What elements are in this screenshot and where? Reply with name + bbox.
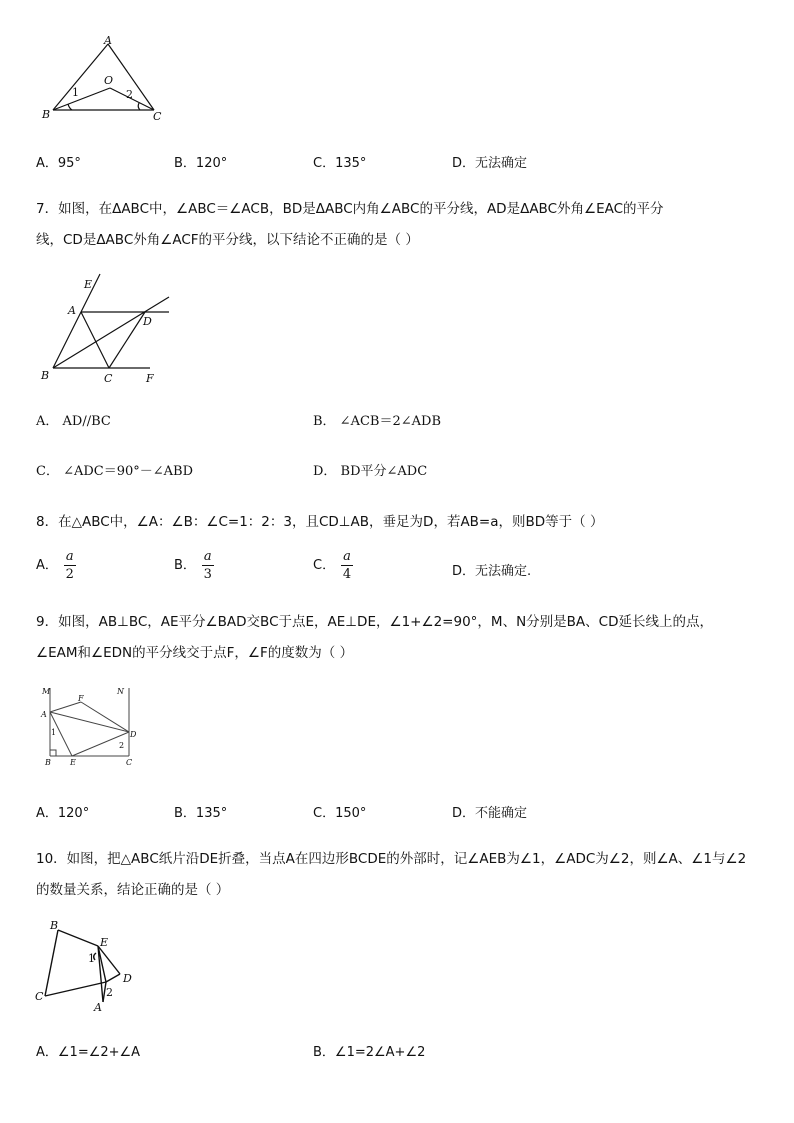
q10-label-c: C — [35, 990, 44, 1003]
q10-question-line1: 10．如图，把△ABC纸片沿DE折叠，当点A在四边形BCDE的外部时，记∠AEB为∠1，∠ADC为∠2，则∠A、∠1与∠2 — [36, 851, 747, 867]
q7-option-b[interactable]: B． ∠ACB＝2∠ADB — [313, 414, 441, 429]
q9-figure — [36, 684, 146, 770]
q10-label-1: 1 — [88, 952, 95, 965]
q7-label-e: E — [84, 278, 93, 291]
q7-question-line2: 线，CD是ΔABC外角∠ACF的平分线，以下结论不正确的是（ ） — [36, 232, 419, 248]
q6-option-a[interactable]: A．95° — [36, 156, 81, 171]
q6-label-b: B — [42, 108, 51, 121]
q7-option-c[interactable]: C． ∠ADC＝90°－∠ABD — [36, 464, 194, 479]
q6-label-2: 2 — [126, 88, 133, 101]
q8-option-b[interactable] — [174, 550, 214, 581]
q10-label-e: E — [100, 936, 109, 949]
q9-label-2: 2 — [119, 741, 125, 750]
q6-option-c[interactable]: C．135° — [313, 156, 367, 171]
q10-label-b: B — [50, 919, 59, 932]
q6-label-a: A — [104, 34, 112, 47]
q10-figure — [32, 918, 142, 1014]
q7-figure — [36, 272, 176, 388]
q7-option-a[interactable]: A． AD//BC — [36, 414, 111, 429]
q9-option-c[interactable]: C．150° — [313, 806, 367, 821]
q8-option-b-fraction: $\frac{a}{3}$ — [203, 549, 212, 582]
q8-option-c-fraction: $\frac{a}{4}$ — [342, 549, 352, 582]
q9-label-m: M — [42, 687, 51, 696]
q10-label-2: 2 — [106, 986, 113, 999]
q7-option-d[interactable]: D． BD平分∠ADC — [313, 464, 428, 479]
q9-question-line2: ∠EAM和∠EDN的平分线交于点F，∠F的度数为（ ） — [36, 645, 354, 661]
q6-option-d[interactable]: D．无法确定 — [452, 156, 528, 171]
q6-option-b[interactable]: B．120° — [174, 156, 228, 171]
q6-label-1: 1 — [72, 86, 79, 99]
q7-label-d: D — [143, 315, 152, 328]
q9-option-b[interactable]: B．135° — [174, 806, 228, 821]
q9-label-c: C — [126, 758, 133, 767]
q10-option-a[interactable]: A．∠1=∠2+∠A — [36, 1045, 141, 1060]
q10-label-d: D — [123, 972, 132, 985]
q8-option-c[interactable] — [313, 550, 353, 581]
q8-option-c-letter: C． — [313, 558, 336, 573]
q8-option-a-fraction: $\frac{a}{2}$ — [65, 549, 74, 582]
q8-option-d[interactable]: D．无法确定. — [452, 564, 532, 579]
q9-label-f: F — [78, 694, 84, 703]
q6-triangle-figure — [36, 34, 176, 126]
q8-question: 8．在△ABC中，∠A：∠B：∠C=1：2：3，且CD⊥AB，垂足为D，若AB=a，则BD等于（ ） — [36, 514, 604, 530]
q9-label-1: 1 — [51, 728, 57, 737]
q8-option-a[interactable] — [36, 550, 76, 581]
q8-option-b-letter: B． — [174, 558, 196, 573]
q9-label-e: E — [70, 758, 76, 767]
q10-label-a: A — [94, 1001, 102, 1014]
q8-option-a-letter: A． — [36, 558, 58, 573]
q10-question-line2: 的数量关系，结论正确的是（ ） — [36, 882, 230, 898]
q6-label-c: C — [153, 110, 162, 123]
q7-label-a: A — [68, 304, 76, 317]
q9-question-line1: 9．如图，AB⊥BC，AE平分∠BAD交BC于点E，AE⊥DE，∠1+∠2=90°，M、N分别是BA、CD延长线上的点， — [36, 614, 713, 630]
q7-label-c: C — [104, 372, 113, 385]
q9-label-b: B — [45, 758, 51, 767]
q9-label-n: N — [117, 687, 124, 696]
q10-option-b[interactable]: B．∠1=2∠A+∠2 — [313, 1045, 426, 1060]
q7-question-line1: 7．如图，在ΔABC中，∠ABC＝∠ACB，BD是ΔABC内角∠ABC的平分线，AD是ΔABC外角∠EAC的平分 — [36, 201, 664, 217]
q9-option-a[interactable]: A．120° — [36, 806, 90, 821]
q7-label-f: F — [146, 372, 154, 385]
q9-label-a: A — [41, 710, 47, 719]
q9-label-d: D — [130, 730, 137, 739]
q6-label-o: O — [104, 74, 114, 87]
q9-option-d[interactable]: D．不能确定 — [452, 806, 528, 821]
q7-label-b: B — [41, 369, 50, 382]
